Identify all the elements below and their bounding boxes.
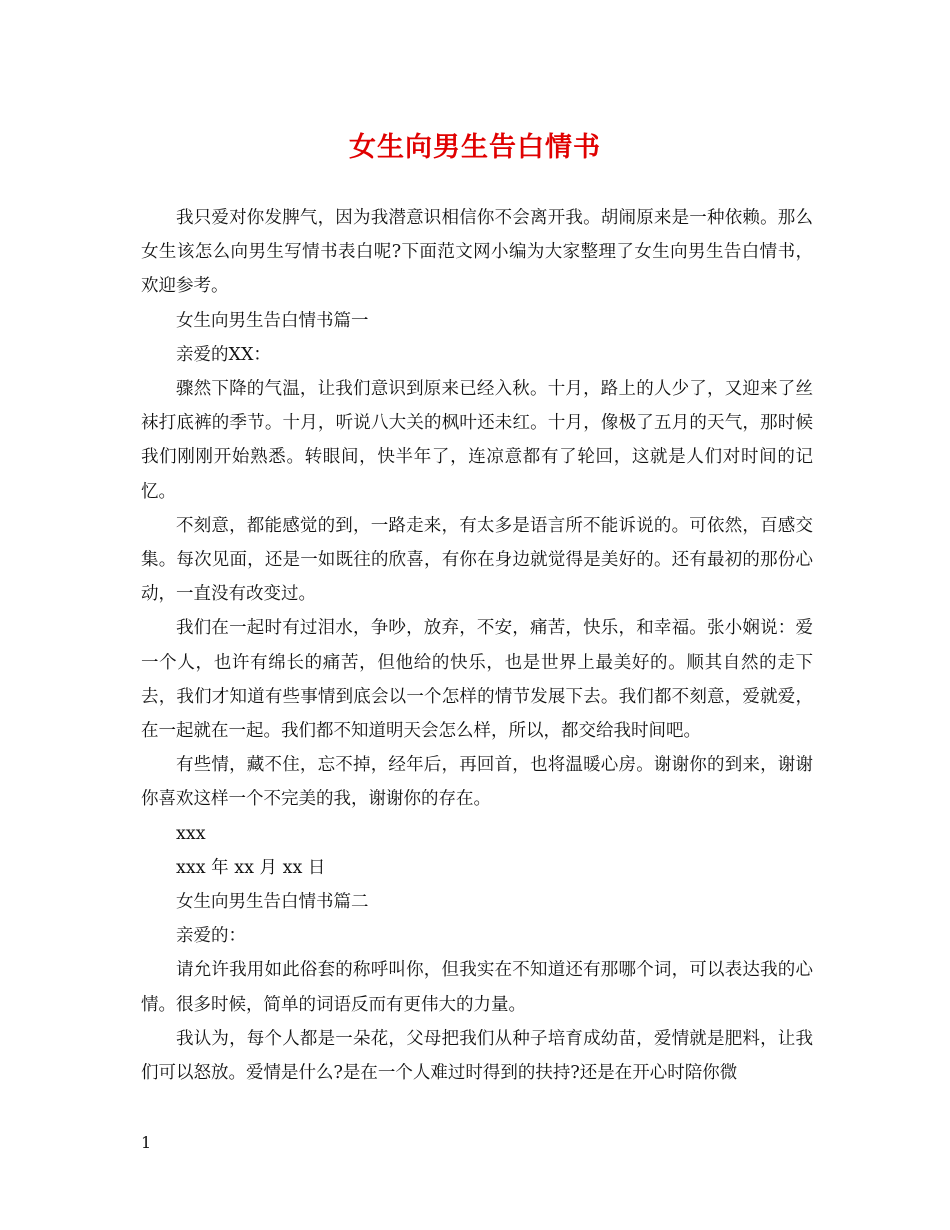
salutation-1: 亲爱的XX： bbox=[176, 344, 271, 365]
paragraph: 我们在一起时有过泪水，争吵，放弃，不安，痛苦，快乐，和幸福。张小娴说：爱一个人，也许有绵长的痛苦，但他给的快乐，也是世界上最美好的。顺其自然的走下去，我们才知道有些事情到底会以一个怎样的情节发展下去。我们都不刻意，爱就爱，在一起就在一起。我们都不知道明天会怎么样，所以，都交给我时间吧。 bbox=[141, 618, 813, 742]
document-body bbox=[141, 201, 813, 1090]
date-line: xxx 年 xx 月 xx 日 bbox=[176, 857, 326, 878]
paragraph: 不刻意，都能感觉的到，一路走来，有太多是语言所不能诉说的。可依然，百感交集。每次见面，还是一如既往的欣喜，有你在身边就觉得是美好的。还有最初的那份心动，一直没有改变过。 bbox=[141, 515, 813, 605]
paragraph: 我认为，每个人都是一朵花，父母把我们从种子培育成幼苗，爱情就是肥料，让我们可以怒放。爱情是什么?是在一个人难过时得到的扶持?还是在开心时陪你微 bbox=[141, 1028, 813, 1084]
paragraph: 有些情，藏不住，忘不掉，经年后，再回首，也将温暖心房。谢谢你的到来，谢谢你喜欢这样一个不完美的我，谢谢你的存在。 bbox=[141, 755, 813, 810]
salutation-2: 亲爱的： bbox=[176, 926, 246, 947]
page-number: 1 bbox=[141, 1133, 152, 1152]
section-heading-1: 女生向男生告白情书篇一 bbox=[176, 310, 369, 331]
section-heading-2: 女生向男生告白情书篇二 bbox=[176, 892, 369, 913]
paragraph-intro: 我只爱对你发脾气，因为我潜意识相信你不会离开我。胡闹原来是一种依赖。那么女生该怎么向男生写情书表白呢?下面范文网小编为大家整理了女生向男生告白情书，欢迎参考。 bbox=[141, 208, 813, 297]
signature: xxx bbox=[176, 823, 206, 844]
paragraph: 骤然下降的气温，让我们意识到原来已经入秋。十月，路上的人少了，又迎来了丝袜打底裤的季节。十月，听说八大关的枫叶还未红。十月，像极了五月的天气，那时候我们刚刚开始熟悉。转眼间，快半年了，连凉意都有了轮回，这就是人们对时间的记忆。 bbox=[141, 379, 813, 502]
document-title: 女生向男生告白情书 bbox=[349, 132, 601, 163]
paragraph: 请允许我用如此俗套的称呼叫你，但我实在不知道还有那哪个词，可以表达我的心情。很多时候，简单的词语反而有更伟大的力量。 bbox=[141, 960, 813, 1015]
